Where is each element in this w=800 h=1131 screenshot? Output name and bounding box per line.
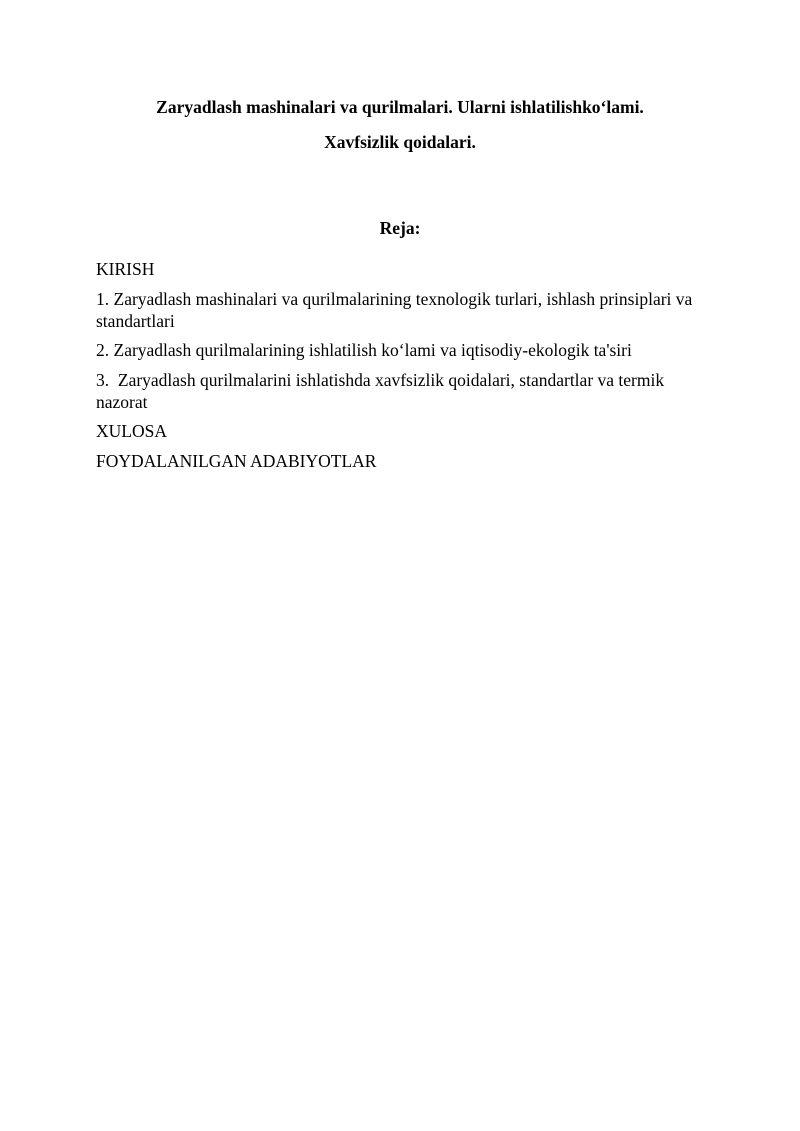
table-of-contents — [96, 258, 696, 479]
toc-item-section-1: 1. Zaryadlash mashinalari va qurilmalarining texnologik turlari, ishlash prinsiplari va standartlari — [96, 288, 697, 331]
document-title-line-1: Zaryadlash mashinalari va qurilmalari. Ularni ishlatilishko‘lami. — [156, 97, 644, 117]
toc-item-introduction: KIRISH — [96, 259, 155, 279]
plan-heading: Reja: — [379, 218, 421, 238]
toc-item-section-2: 2. Zaryadlash qurilmalarining ishlatilish ko‘lami va iqtisodiy-ekologik ta'siri — [96, 340, 632, 360]
toc-item-section-3: 3. Zaryadlash qurilmalarini ishlatishda xavfsizlik qoidalari, standartlar va termik nazorat — [96, 369, 669, 412]
document-title-line-2: Xavfsizlik qoidalari. — [324, 132, 476, 152]
toc-item-references: FOYDALANILGAN ADABIYOTLAR — [96, 450, 377, 471]
toc-item-conclusion: XULOSA — [96, 421, 167, 441]
